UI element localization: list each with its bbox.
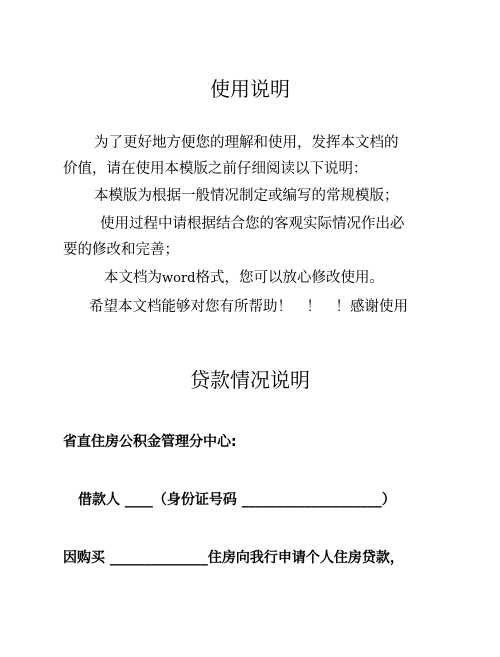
addressee-line: 省直住房公积金管理分中心:	[63, 434, 237, 450]
instructions-paragraph-4	[104, 268, 384, 289]
borrower-line: 借款人 ____（身份证号码 ____________________）	[78, 492, 396, 508]
instructions-paragraph-3-line-1: 使用过程中请根据结合您的客观实际情况作出必	[100, 216, 405, 232]
loan-statement-title: 贷款情况说明	[190, 368, 310, 392]
instructions-paragraph-2: 本模版为根据一般情况制定或编写的常规模版；	[94, 188, 399, 204]
purchase-line: 因购买 ______________住房向我行申请个人住房贷款，	[63, 550, 404, 566]
format-note-prefix: 本文档为	[104, 270, 162, 286]
instructions-paragraph-3-line-2: 要的修改和完善；	[63, 242, 179, 258]
format-note-word: word	[162, 271, 196, 286]
instructions-title: 使用说明	[210, 77, 290, 101]
instructions-paragraph-1-line-1: 为了更好地方便您的理解和使用，发挥本文档的	[94, 135, 399, 151]
instructions-paragraph-1-line-2: 价值，请在使用本模版之前仔细阅读以下说明：	[63, 161, 368, 177]
format-note-suffix: 格式，您可以放心修改使用。	[195, 270, 384, 286]
instructions-paragraph-5: 希望本文档能够对您有所帮助！ ！ ！感谢使用	[89, 299, 408, 315]
